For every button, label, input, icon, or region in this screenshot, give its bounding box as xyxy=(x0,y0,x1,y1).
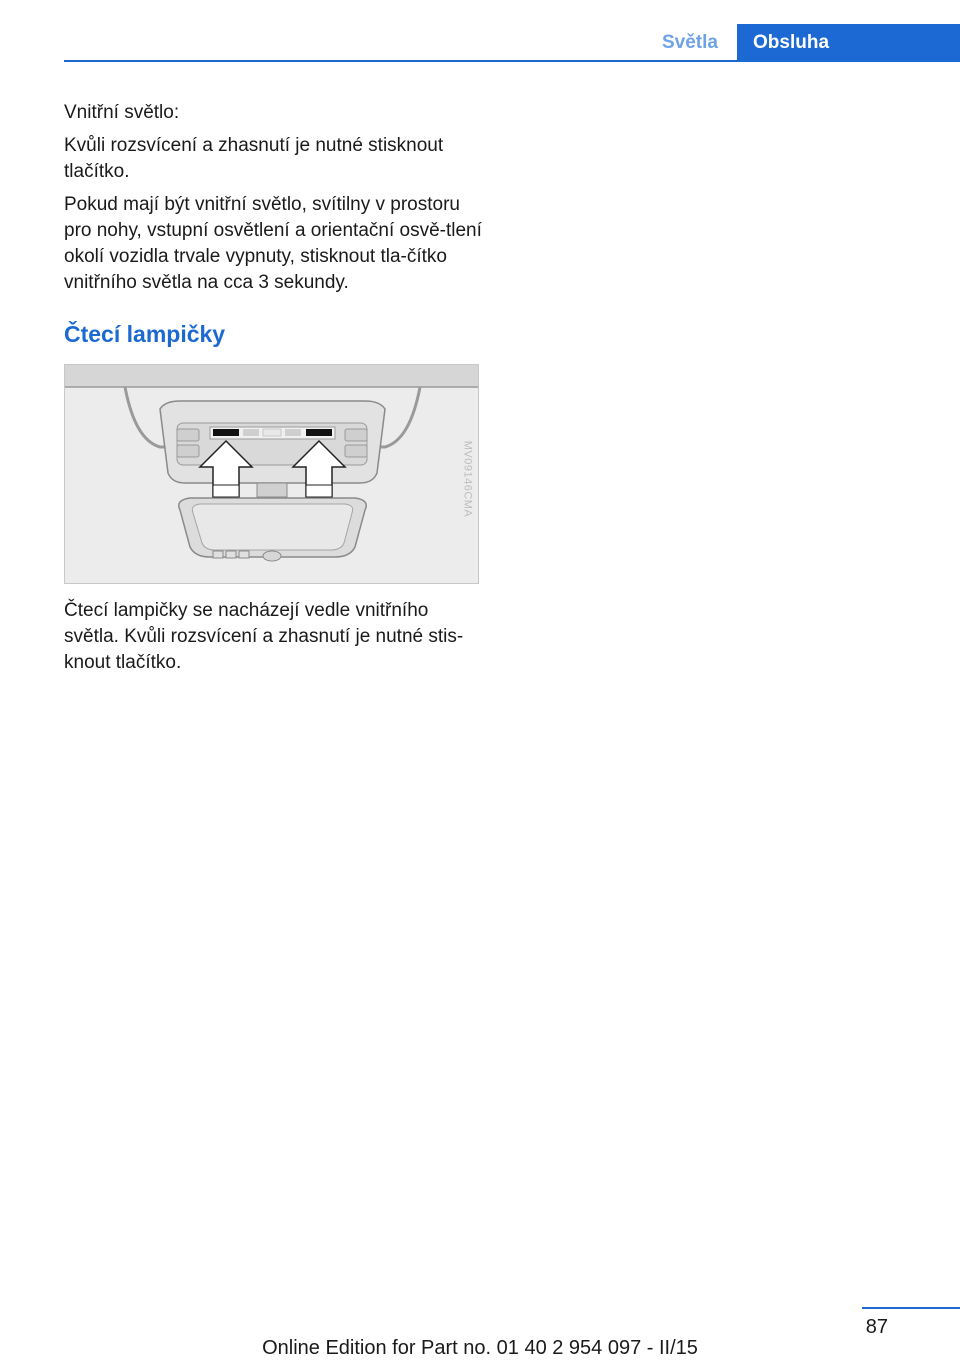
reading-lamps-illustration xyxy=(64,364,479,584)
section-tab[interactable]: Světla xyxy=(662,32,718,53)
interior-light-label: Vnitřní světlo: xyxy=(64,102,180,123)
figure-code: MV09146CMA xyxy=(461,440,474,518)
footer-edition: Online Edition for Part no. 01 40 2 954 097 - II/15 xyxy=(262,1337,698,1359)
page-number: 87 xyxy=(865,1316,888,1338)
page-number-rule xyxy=(862,1307,960,1309)
reading-lamps-heading: Čtecí lampičky xyxy=(64,321,226,347)
interior-light-paragraph-1: Kvůli rozsvícení a zhasnutí je nutné stisknout tlačítko. xyxy=(64,135,444,182)
interior-light-paragraph-2: Pokud mají být vnitřní světlo, svítilny v prostoru pro nohy, vstupní osvětlení a orientační osvě-tlení okolí vozidla trvale vypnuty, stisknout tla-čítko vnitřního světla na cca 3 sekundy. xyxy=(64,194,482,293)
main-content xyxy=(64,100,484,683)
roof-console-drawing xyxy=(65,365,479,584)
reading-lamps-paragraph: Čtecí lampičky se nacházejí vedle vnitřního světla. Kvůli rozsvícení a zhasnutí je nutné stis-knout tlačítko. xyxy=(64,600,464,673)
chapter-tab[interactable]: Obsluha xyxy=(737,24,960,62)
